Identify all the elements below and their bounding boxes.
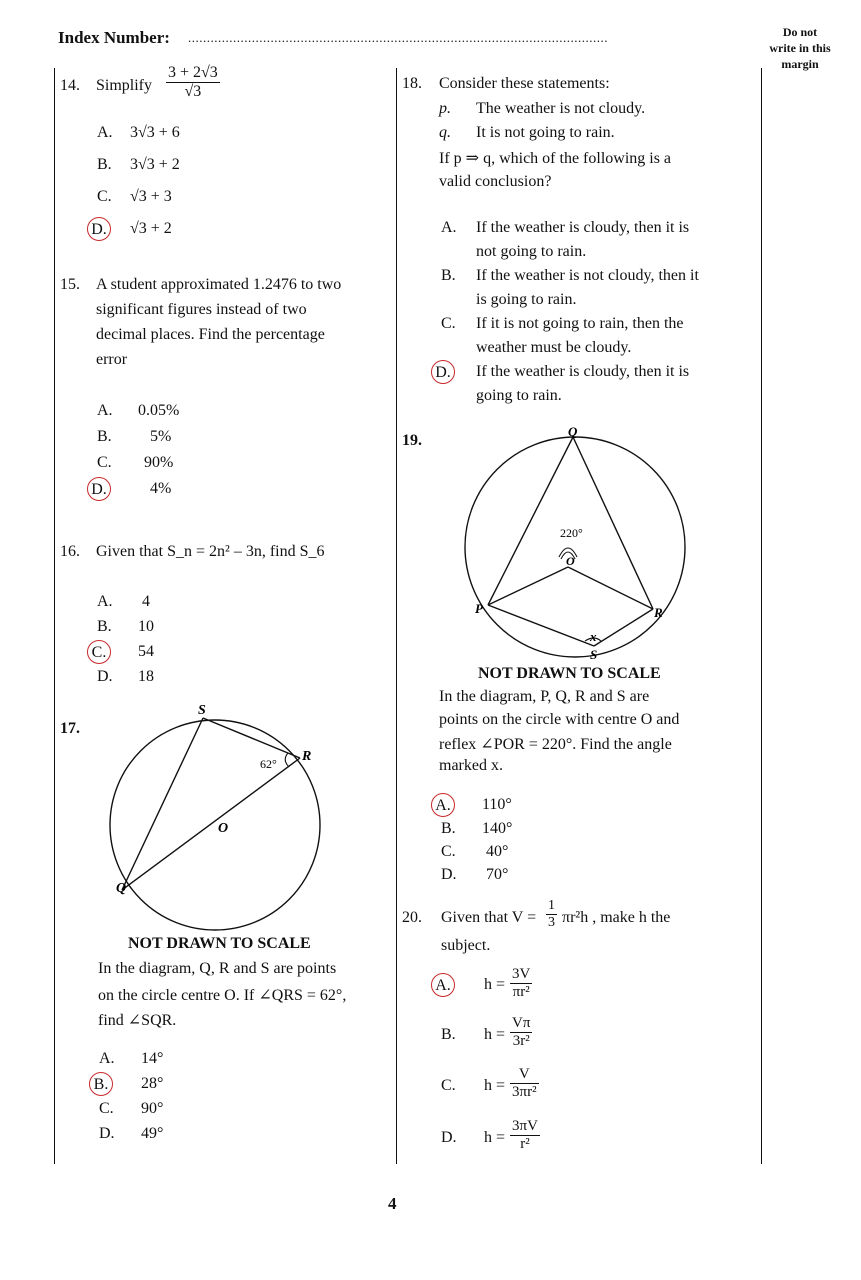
option-text: 0.05% xyxy=(138,402,180,419)
answer-circle: D. xyxy=(92,477,111,501)
option-letter: A. xyxy=(97,593,113,610)
column-divider xyxy=(396,68,397,1164)
margin-note: Do not write in this margin xyxy=(769,25,831,71)
option-letter: B. xyxy=(441,267,456,284)
option-letter: C. xyxy=(441,843,456,860)
right-margin-rule xyxy=(761,68,762,1164)
option-text: 49° xyxy=(141,1125,164,1142)
option-letter: B. xyxy=(441,1026,456,1043)
question-text: A student approximated 1.2476 to two xyxy=(96,276,342,293)
question-text: In the diagram, Q, R and S are points xyxy=(98,960,337,977)
answer-circle: C. xyxy=(92,640,111,664)
question-text: error xyxy=(96,351,128,368)
option-letter: C. xyxy=(97,454,112,471)
option-lhs: h = xyxy=(484,976,506,993)
option-fraction: $\frac{V}{\text{3πr²}}$ xyxy=(512,1066,537,1101)
option-text: If the weather is not cloudy, then it xyxy=(476,267,699,284)
option-lhs: h = xyxy=(484,1026,506,1043)
question-number: 17. xyxy=(60,720,80,737)
option-text: 70° xyxy=(486,866,509,883)
label-o: O xyxy=(566,554,575,568)
statement-text: The weather is not cloudy. xyxy=(476,100,646,117)
option-lhs: h = xyxy=(484,1129,506,1146)
option-letter: C. xyxy=(441,1077,456,1094)
option-text: 3√3 + 6 xyxy=(130,124,180,141)
option-text: not going to rain. xyxy=(476,243,587,260)
option-letter: C. xyxy=(97,188,112,205)
circle-diagram-17 xyxy=(100,700,340,940)
option-text: If the weather is cloudy, then it is xyxy=(476,219,690,236)
label-p: P xyxy=(475,601,483,616)
question-text: reflex ∠POR = 220°. Find the angle xyxy=(439,736,672,753)
question-text: subject. xyxy=(441,937,491,954)
option-fraction: $\frac{3V}{\text{πr²}}$ xyxy=(512,966,531,1001)
option-text: √3 + 3 xyxy=(130,188,172,205)
option-letter: D. xyxy=(97,668,113,685)
label-r: R xyxy=(302,749,312,764)
index-number-dots: ................................................................................................................ xyxy=(188,30,608,45)
option-letter: A. xyxy=(99,1050,115,1067)
answer-circle: D. xyxy=(92,217,111,241)
option-text: If the weather is cloudy, then it is xyxy=(476,363,690,380)
option-text: 10 xyxy=(138,618,154,635)
question-text: πr²h , make h the xyxy=(562,909,671,926)
option-text: 110° xyxy=(482,796,512,813)
label-r: R xyxy=(654,605,663,620)
option-fraction: $\frac{3\pi V}{\text{r²}}$ xyxy=(512,1118,538,1153)
question-text: on the circle centre O. If ∠QRS = 62°, xyxy=(98,987,347,1004)
left-margin-rule xyxy=(54,68,55,1164)
option-text: 90% xyxy=(144,454,174,471)
question-number: 15. xyxy=(60,276,80,293)
question-text: decimal places. Find the percentage xyxy=(96,326,325,343)
label-q: Q xyxy=(116,881,127,896)
option-text: 5% xyxy=(150,428,172,445)
label-s: S xyxy=(590,647,598,662)
option-letter: C. xyxy=(441,315,456,332)
option-text: 3√3 + 2 xyxy=(130,156,180,173)
not-to-scale: NOT DRAWN TO SCALE xyxy=(128,935,311,952)
statement-label: q. xyxy=(439,124,451,141)
option-letter: A. xyxy=(441,219,457,236)
statement-label: p. xyxy=(439,100,451,117)
option-text: 90° xyxy=(141,1100,164,1117)
option-text: is going to rain. xyxy=(476,291,577,308)
answer-circle: D. xyxy=(436,360,455,384)
question-text: Consider these statements: xyxy=(439,75,610,92)
option-letter: D. xyxy=(441,866,457,883)
option-letter: A. xyxy=(97,124,113,141)
option-text: 54 xyxy=(138,643,154,660)
option-text: If it is not going to rain, then the xyxy=(476,315,684,332)
question-text: find ∠SQR. xyxy=(98,1012,177,1029)
option-letter: D. xyxy=(99,1125,115,1142)
option-letter: D. xyxy=(441,1129,457,1146)
index-number-label: Index Number: xyxy=(58,28,170,47)
option-text: 4% xyxy=(150,480,172,497)
question-lead: Simplify xyxy=(96,77,153,94)
question-text: In the diagram, P, Q, R and S are xyxy=(439,688,650,705)
option-letter: C. xyxy=(99,1100,114,1117)
answer-circle: A. xyxy=(436,793,455,817)
circle-diagram-19 xyxy=(460,425,700,665)
question-number: 19. xyxy=(402,432,422,449)
option-text: weather must be cloudy. xyxy=(476,339,632,356)
question-text: If p ⇒ q, which of the following is a xyxy=(439,150,672,167)
option-text: √3 + 2 xyxy=(130,220,172,237)
answer-circle: B. xyxy=(94,1072,113,1096)
option-text: 18 xyxy=(138,668,154,685)
option-lhs: h = xyxy=(484,1077,506,1094)
option-letter: B. xyxy=(97,156,112,173)
label-o: O xyxy=(218,821,229,836)
question-text: marked x. xyxy=(439,757,503,774)
question-text: Given that S_n = 2n² – 3n, find S_6 xyxy=(96,543,325,560)
question-number: 18. xyxy=(402,75,422,92)
option-letter: A. xyxy=(97,402,113,419)
question-number: 20. xyxy=(402,909,422,926)
answer-circle: A. xyxy=(436,973,455,997)
page-number: 4 xyxy=(388,1194,397,1213)
option-letter: B. xyxy=(441,820,456,837)
not-to-scale: NOT DRAWN TO SCALE xyxy=(478,665,661,682)
option-text: 40° xyxy=(486,843,509,860)
label-q: Q xyxy=(568,425,578,439)
label-x: x xyxy=(590,629,597,644)
option-text: going to rain. xyxy=(476,387,562,404)
option-fraction: $\frac{V\pi}{\text{3r²}}$ xyxy=(512,1015,531,1050)
angle-label: 62° xyxy=(260,757,277,771)
question-number: 14. xyxy=(60,77,80,94)
option-letter: B. xyxy=(97,618,112,635)
question-text: points on the circle with centre O and xyxy=(439,711,680,728)
question-fraction: $\frac{3 + 2√3}{√3}$ xyxy=(168,64,218,101)
option-text: 140° xyxy=(482,820,513,837)
option-text: 4 xyxy=(142,593,150,610)
question-lead: Given that V = xyxy=(441,909,537,926)
option-text: 14° xyxy=(141,1050,164,1067)
label-s: S xyxy=(198,703,206,718)
statement-text: It is not going to rain. xyxy=(476,124,615,141)
option-text: 28° xyxy=(141,1075,164,1092)
question-text: significant figures instead of two xyxy=(96,301,307,318)
question-text: valid conclusion? xyxy=(439,173,552,190)
angle-label: 220° xyxy=(560,526,583,540)
question-number: 16. xyxy=(60,543,80,560)
question-fraction: $\frac{1}{3}$ xyxy=(548,898,555,931)
option-letter: B. xyxy=(97,428,112,445)
